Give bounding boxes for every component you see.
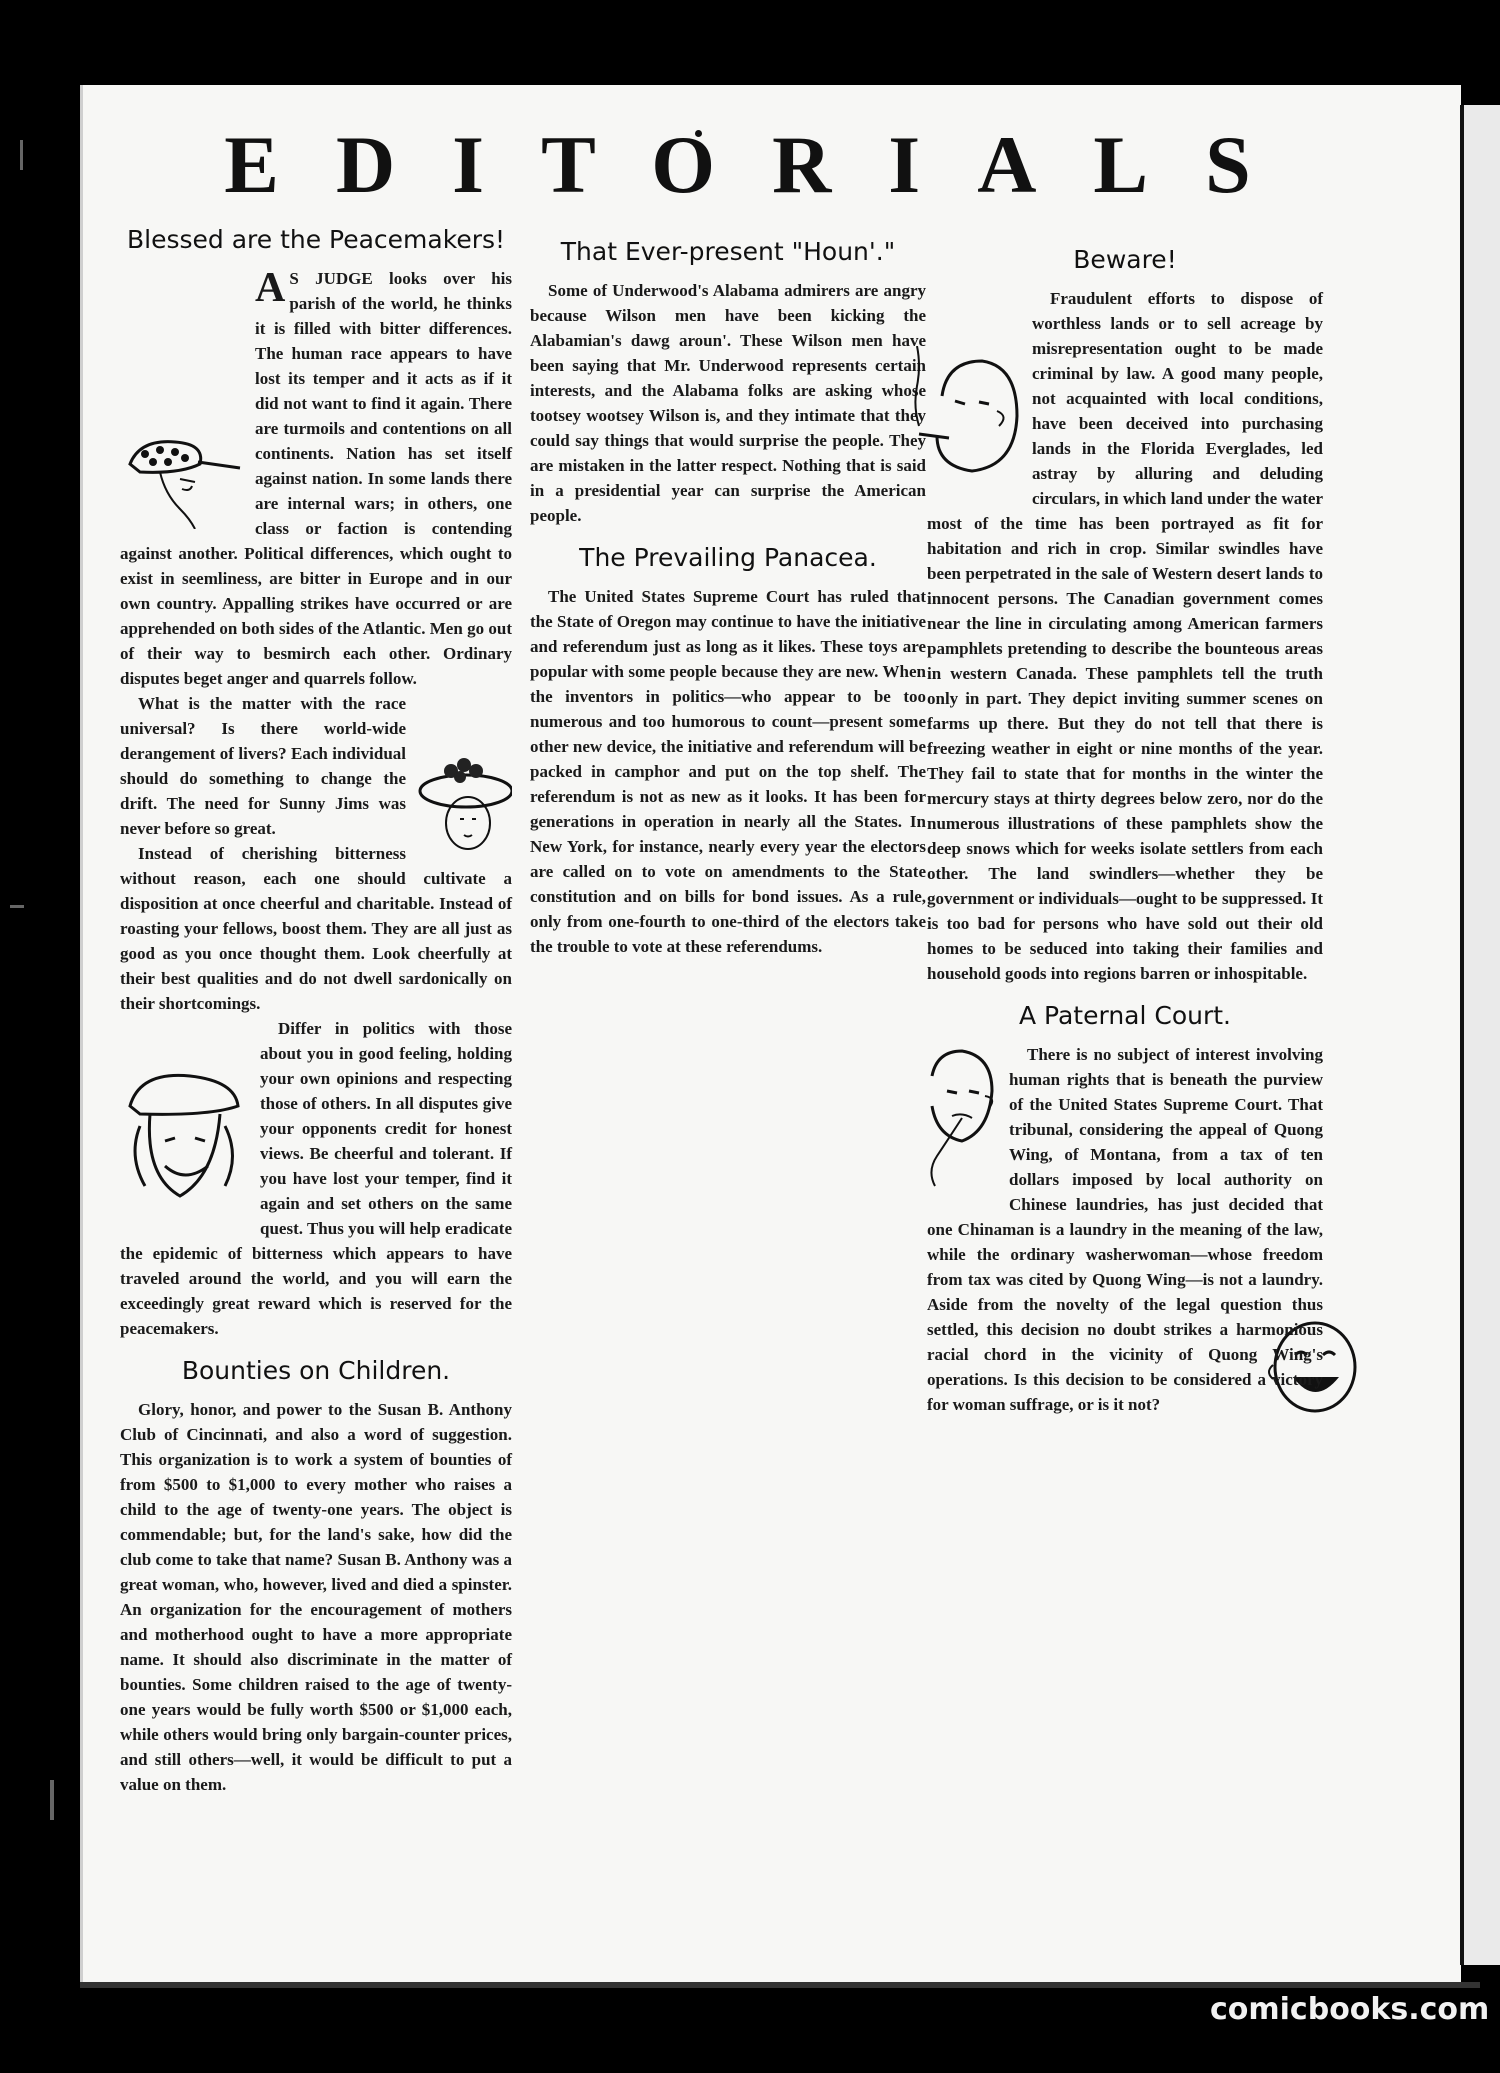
- peacemakers-paragraph-1: A S JUDGE looks over his parish of the world, he thinks it is filled with bitter differences. The human race appears to have lost its temper and it acts as if it did not want to find it again. There are turmoils and contentions on all continents. Nation has set itself against nation. In some lands there are internal wars; in others, one class or faction is contending against another. Political differences, which ought to exist in seemliness, are bitter in Europe and in our own country. Appalling strikes have occurred or are apprehended on both sides of the Atlantic. Men go out of their way to besmirch each other. Ordinary disputes beget anger and quarrels follow.: [120, 265, 512, 688]
- heading-peacemakers: Blessed are the Peacemakers!: [126, 225, 506, 254]
- masthead-title: EDITORIALS: [224, 119, 1308, 210]
- beware-paragraph-1: Fraudulent efforts to dispose of worthless lands or to sell acreage by misrepresentation ought to be made criminal by law. A good many people, not acquainted with local conditions, have been deceived into purchasing lands in the Florida Everglades, led astray by alluring and deluding circulars, in which land under the water most of the time has been portrayed as fit for habitation and rich in crop. Similar swindles have been perpetrated in the sale of Western desert lands to innocent persons. The Canadian government comes near the line in circulating among American farmers pamphlets pretending to describe the bounteous areas in western Canada. These pamphlets tell the truth only in part. They depict inviting summer scenes on farms up there. But they do not tell that there is freezing weather in eight or nine months of the year. They fail to state that for months in the winter the mercury stays at thirty degrees below zero, nor do the numerous illustrations of these pamphlets show the deep snows which for weeks isolate settlers from each other. The land swindlers—whether they be government or individuals—ought to be suppressed. It is too bad for persons who have sold out their old homes to be seduced into taking their families and household goods into regions barren or inhospitable.: [927, 289, 1323, 983]
- column-1: [120, 222, 512, 1797]
- cartoon-lady-hat-illustration: [416, 743, 512, 861]
- scan-mark: [50, 1780, 54, 1820]
- cartoon-grinning-man-illustration: [120, 1066, 250, 1216]
- column-3: [927, 222, 1323, 1423]
- cartoon-man-cap-illustration: [120, 434, 245, 529]
- heading-bounties: Bounties on Children.: [181, 1356, 451, 1385]
- court-paragraph-1: There is no subject of interest involving human rights that is beneath the purview of the United States Supreme Court. That tribunal, considering the appeal of Quong Wing, of Montana, from a tax of ten dollars imposed by local authority on Chinese laundries, has just decided that one Chinaman is a laundry in the meaning of the law, while the ordinary washerwoman—whose freedom from tax was cited by Quong Wing—is not a laundry. Aside from the novelty of the legal question thus settled, this decision no doubt strikes a harmonious racial chord in the vicinity of Quong Wing's operations. Is this decision to be considered a victory for woman suffrage, or is it not?: [927, 1045, 1323, 1414]
- bounties-paragraph-1: Glory, honor, and power to the Susan B. Anthony Club of Cincinnati, and also a word of suggestion. This organization is to work a system of bounties of from $500 to $1,000 to every mother who raises a child to the age of twenty-one years. The object is commendable; but, for the land's sake, how did the club come to take that name? Susan B. Anthony was a great woman, who, however, lived and died a spinster. An organization for the encouragement of mothers and motherhood ought to have a more appropriate name. It should also discriminate in the matter of bounties. Some children raised to the age of twenty-one years would be fully worth $500 or $1,000 each, while others would bring only bargain-counter prices, and still others—well, it would be difficult to put a value on them.: [120, 1400, 512, 1794]
- scan-mark: [20, 140, 23, 170]
- peacemakers-paragraph-2: What is the matter with the race universal? Is there world-wide derangement of livers? Each individual should do something to change the drift. The need for Sunny Jims was never before so great.: [120, 694, 406, 838]
- cartoon-smoking-man-illustration: [907, 346, 1022, 486]
- column-2: [530, 222, 926, 959]
- scan-mark: [10, 905, 24, 908]
- facing-page-edge: [1460, 105, 1500, 1965]
- page-bottom-edge: [80, 1982, 1480, 1988]
- dropcap-a: A: [255, 265, 286, 311]
- peacemakers-paragraph-4: Differ in politics with those about you in good feeling, holding your own opinions and respecting those of others. In all disputes give your opponents credit for honest views. Be cheerful and tolerant. If you have lost your temper, find it again and set others on the same quest. Thus you will help eradicate the epidemic of bitterness which appears to have traveled around the world, and you will earn the exceedingly great reward which is reserved for the peacemakers.: [120, 1019, 512, 1338]
- heading-beware: Beware!: [1073, 245, 1177, 274]
- heading-court: A Paternal Court.: [1018, 1001, 1232, 1030]
- heading-panacea: The Prevailing Panacea.: [579, 543, 877, 572]
- cartoon-queue-man-illustration: [907, 1046, 999, 1191]
- peacemakers-paragraph-3: Instead of cherishing bitterness without reason, each one should cultivate a disposition at once cheerful and charitable. Instead of roasting your fellows, boost them. They are all just as good as you once thought them. Look cheerfully at their best qualities and do not dwell sardonically on their shortcomings.: [120, 844, 512, 1013]
- watermark-logo: comicbooks.com: [1210, 1992, 1490, 2027]
- panacea-paragraph-1: The United States Supreme Court has ruled that the State of Oregon may continue to have the initiative and referendum just as long as it likes. These toys are popular with some people because they are new. When the inventors in politics—who appear to be too numerous and too humorous to count—present some other new device, the initiative and referendum will be packed in camphor and put on the top shelf. The referendum is not as new as it looks. It has been for generations in operation in nearly all the States. In New York, for instance, nearly every year the electors are called on to vote on amendments to the State constitution and on bills for bond issues. As a rule, only from one-fourth to one-third of the electors take the trouble to vote at these referendums.: [530, 587, 926, 956]
- heading-houn: That Ever-present "Houn'.": [560, 237, 896, 266]
- houn-paragraph-1: Some of Underwood's Alabama admirers are angry because Wilson men have been kicking the Alabamian's dawg aroun'. These Wilson men have been saying that Mr. Underwood represents certain interests, and the Alabama folks are asking whose tootsey wootsey Wilson is, and they intimate that they could say things that would surprise the people. They are mistaken in the latter respect. Nothing that is said in a presidential year can surprise the American people.: [530, 281, 926, 525]
